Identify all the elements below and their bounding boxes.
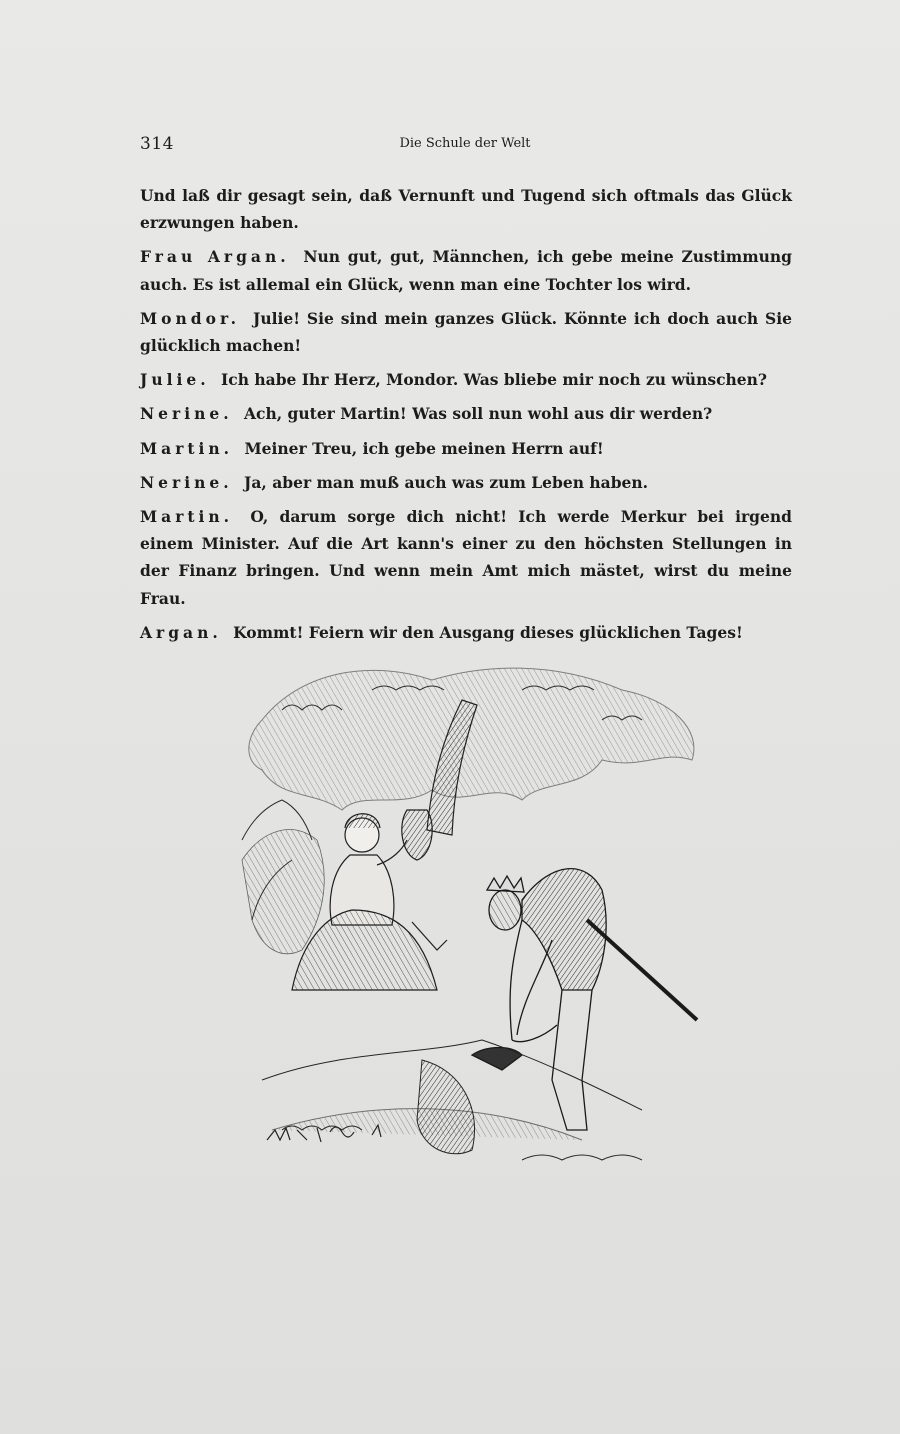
- dialogue-line: Kommt! Feiern wir den Ausgang dieses glücklichen Tages!: [233, 622, 743, 642]
- speaker-name: Nerine.: [140, 472, 233, 492]
- speaker-name: Martin.: [140, 438, 234, 458]
- speaker-name: Julie.: [140, 370, 210, 390]
- speaker-name: Martin.: [140, 507, 234, 527]
- dialogue-line: Ach, guter Martin! Was soll nun wohl aus dir werden?: [244, 404, 713, 424]
- speaker-name: Nerine.: [140, 404, 233, 424]
- dialogue-line: Und laß dir gesagt sein, daß Vernunft und Tugend sich oftmals das Glück erzwungen haben.: [140, 186, 792, 233]
- crowned-man: [472, 869, 697, 1130]
- speaker-name: Mondor.: [140, 308, 241, 328]
- dialogue-line: Meiner Treu, ich gebe meinen Herrn auf!: [244, 438, 604, 458]
- page-header: [140, 134, 790, 158]
- engraving-icon: [222, 660, 712, 1200]
- dialogue-line: Ich habe Ihr Herz, Mondor. Was bliebe mir noch zu wünschen?: [221, 370, 767, 390]
- dialogue-paragraph: [140, 400, 792, 427]
- speaker-name: Argan.: [140, 622, 222, 642]
- dialogue-paragraph: [140, 182, 792, 236]
- speaker-name: Frau Argan.: [140, 247, 290, 267]
- dialogue-line: Ja, aber man muß auch was zum Leben haben.: [244, 472, 649, 492]
- dialogue-paragraph: [140, 619, 792, 646]
- dialogue-paragraph: [140, 243, 792, 297]
- dialogue-line: O, darum sorge dich nicht! Ich werde Merkur bei irgend einem Minister. Auf die Art kann's einer zu den höchsten Stellungen in der Finanz bringen. Und wenn mein Amt mich mästet, wirst du meine Frau.: [140, 507, 792, 608]
- dialogue-paragraph: [140, 469, 792, 496]
- dialogue-paragraph: [140, 305, 792, 359]
- running-title: Die Schule der Welt: [399, 136, 531, 151]
- dialogue-line: Nun gut, gut, Männchen, ich gebe meine Zustimmung auch. Es ist allemal ein Glück, wenn man eine Tochter los wird.: [140, 247, 792, 294]
- dialogue-line: Julie! Sie sind mein ganzes Glück. Könnte ich doch auch Sie glücklich machen!: [140, 308, 792, 356]
- dialogue-text: [140, 182, 792, 653]
- page-number: 314: [140, 134, 174, 154]
- dialogue-paragraph: [140, 503, 792, 612]
- dialogue-paragraph: [140, 366, 792, 393]
- bush: [242, 830, 324, 954]
- dialogue-paragraph: [140, 435, 792, 462]
- engraving-illustration: [222, 660, 712, 1200]
